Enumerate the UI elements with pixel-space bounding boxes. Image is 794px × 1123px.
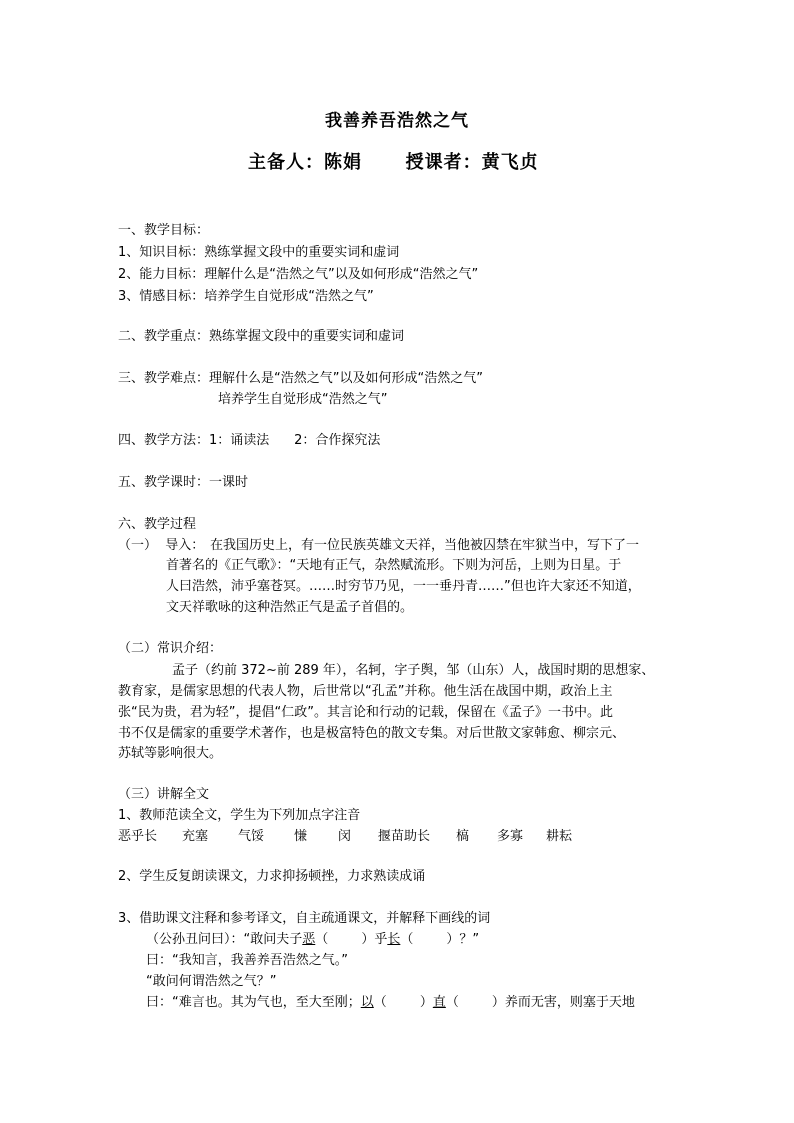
goal-item-emotion: 3、情感目标：培养学生自觉形成“浩然之气” (118, 289, 374, 304)
knowledge-line-2: 教育家，是儒家思想的代表人物，后世常以“孔孟”并称。他生活在战国中期，政治上主 (118, 684, 613, 699)
methods-line (118, 432, 380, 449)
vocab-word: 槁 (456, 829, 470, 844)
knowledge-heading: （二）常识介绍： (118, 641, 223, 656)
goal-item-ability: 2、能力目标：理解什么是“浩然之气”以及如何形成“浩然之气” (118, 267, 479, 282)
explain-heading: （三）讲解全文 (118, 787, 210, 802)
underlined-word: 长 (387, 932, 401, 947)
explain-step-3: 3、借助课文注释和参考译文，自主疏通课文，并解释下画线的词 (118, 911, 491, 926)
method-recitation: 四、教学方法：1：诵读法 (118, 433, 270, 448)
question-1: （公孙丑问曰）：“敢问夫子恶（ ）乎长（ ）？” (146, 932, 480, 947)
vocab-word: 揠苗助长 (378, 829, 431, 844)
question-2: “敢问何谓浩然之气？” (146, 974, 277, 989)
teacher-label: 授课者：黄飞贞 (405, 152, 539, 173)
vocab-word: 闵 (338, 829, 352, 844)
document-subtitle (248, 148, 539, 174)
process-heading: 六、教学过程 (118, 517, 197, 532)
class-hours: 五、教学课时：一课时 (118, 475, 249, 490)
answer-1: 曰：“我知言，我善养吾浩然之气。” (146, 953, 348, 968)
preparer-label: 主备人：陈娟 (248, 152, 362, 173)
intro-line-1: 在我国历史上，有一位民族英雄文天祥，当他被囚禁在牢狱当中，写下了一 (210, 538, 640, 553)
underlined-word: 以 (360, 995, 374, 1010)
difficulties-line-1: 三、教学难点：理解什么是“浩然之气”以及如何形成“浩然之气” (118, 371, 483, 386)
vocab-word: 慊 (294, 829, 308, 844)
vocab-word: 气馁 (238, 829, 265, 844)
vocab-word: 耕耘 (546, 829, 573, 844)
goal-item-knowledge: 1、知识目标：熟练掌握文段中的重要实词和虚词 (118, 245, 400, 260)
underlined-word: 直 (432, 995, 446, 1010)
method-cooperative: 2：合作探究法 (294, 433, 381, 448)
goals-heading: 一、教学目标： (118, 223, 210, 238)
underlined-word: 恶 (302, 932, 316, 947)
intro-label: （一） 导入： (118, 538, 205, 553)
explain-step-2: 2、学生反复朗读课文，力求抑扬顿挫，力求熟读成诵 (118, 869, 426, 884)
intro-line-3: 人曰浩然，沛乎塞苍冥。……时穷节乃见，一一垂丹青……”但也许大家还不知道， (166, 579, 641, 594)
vocab-word: 恶乎长 (118, 829, 158, 844)
explain-step-1: 1、教师范读全文，学生为下列加点字注音 (118, 808, 361, 823)
document-title: 我善养吾浩然之气 (325, 111, 469, 131)
knowledge-line-1: 孟子（约前 372~前 289 年），名轲，字子舆，邹（山东）人，战国时期的思想家、 (172, 663, 655, 678)
answer-2: 曰：“难言也。其为气也，至大至刚；以（ ）直（ ）养而无害，则塞于天地 (146, 995, 635, 1010)
vocab-word: 多寡 (497, 829, 524, 844)
knowledge-line-4: 书不仅是儒家的重要学术著作，也是极富特色的散文专集。对后世散文家韩愈、柳宗元、 (118, 726, 626, 741)
vocab-word: 充塞 (182, 829, 209, 844)
difficulties-line-2: 培养学生自觉形成“浩然之气” (218, 392, 388, 407)
intro-line-4: 文天祥歌咏的这种浩然正气是孟子首倡的。 (166, 600, 414, 615)
key-points: 二、教学重点：熟练掌握文段中的重要实词和虚词 (118, 329, 405, 344)
intro-line-2: 首著名的《正气歌》：“天地有正气，杂然赋流形。下则为河岳，上则为日星。于 (166, 558, 622, 573)
knowledge-line-3: 张“民为贵，君为轻”，提倡“仁政”。其言论和行动的记载，保留在《孟子》一书中。此 (118, 705, 613, 720)
knowledge-line-5: 苏轼等影响很大。 (118, 746, 223, 761)
